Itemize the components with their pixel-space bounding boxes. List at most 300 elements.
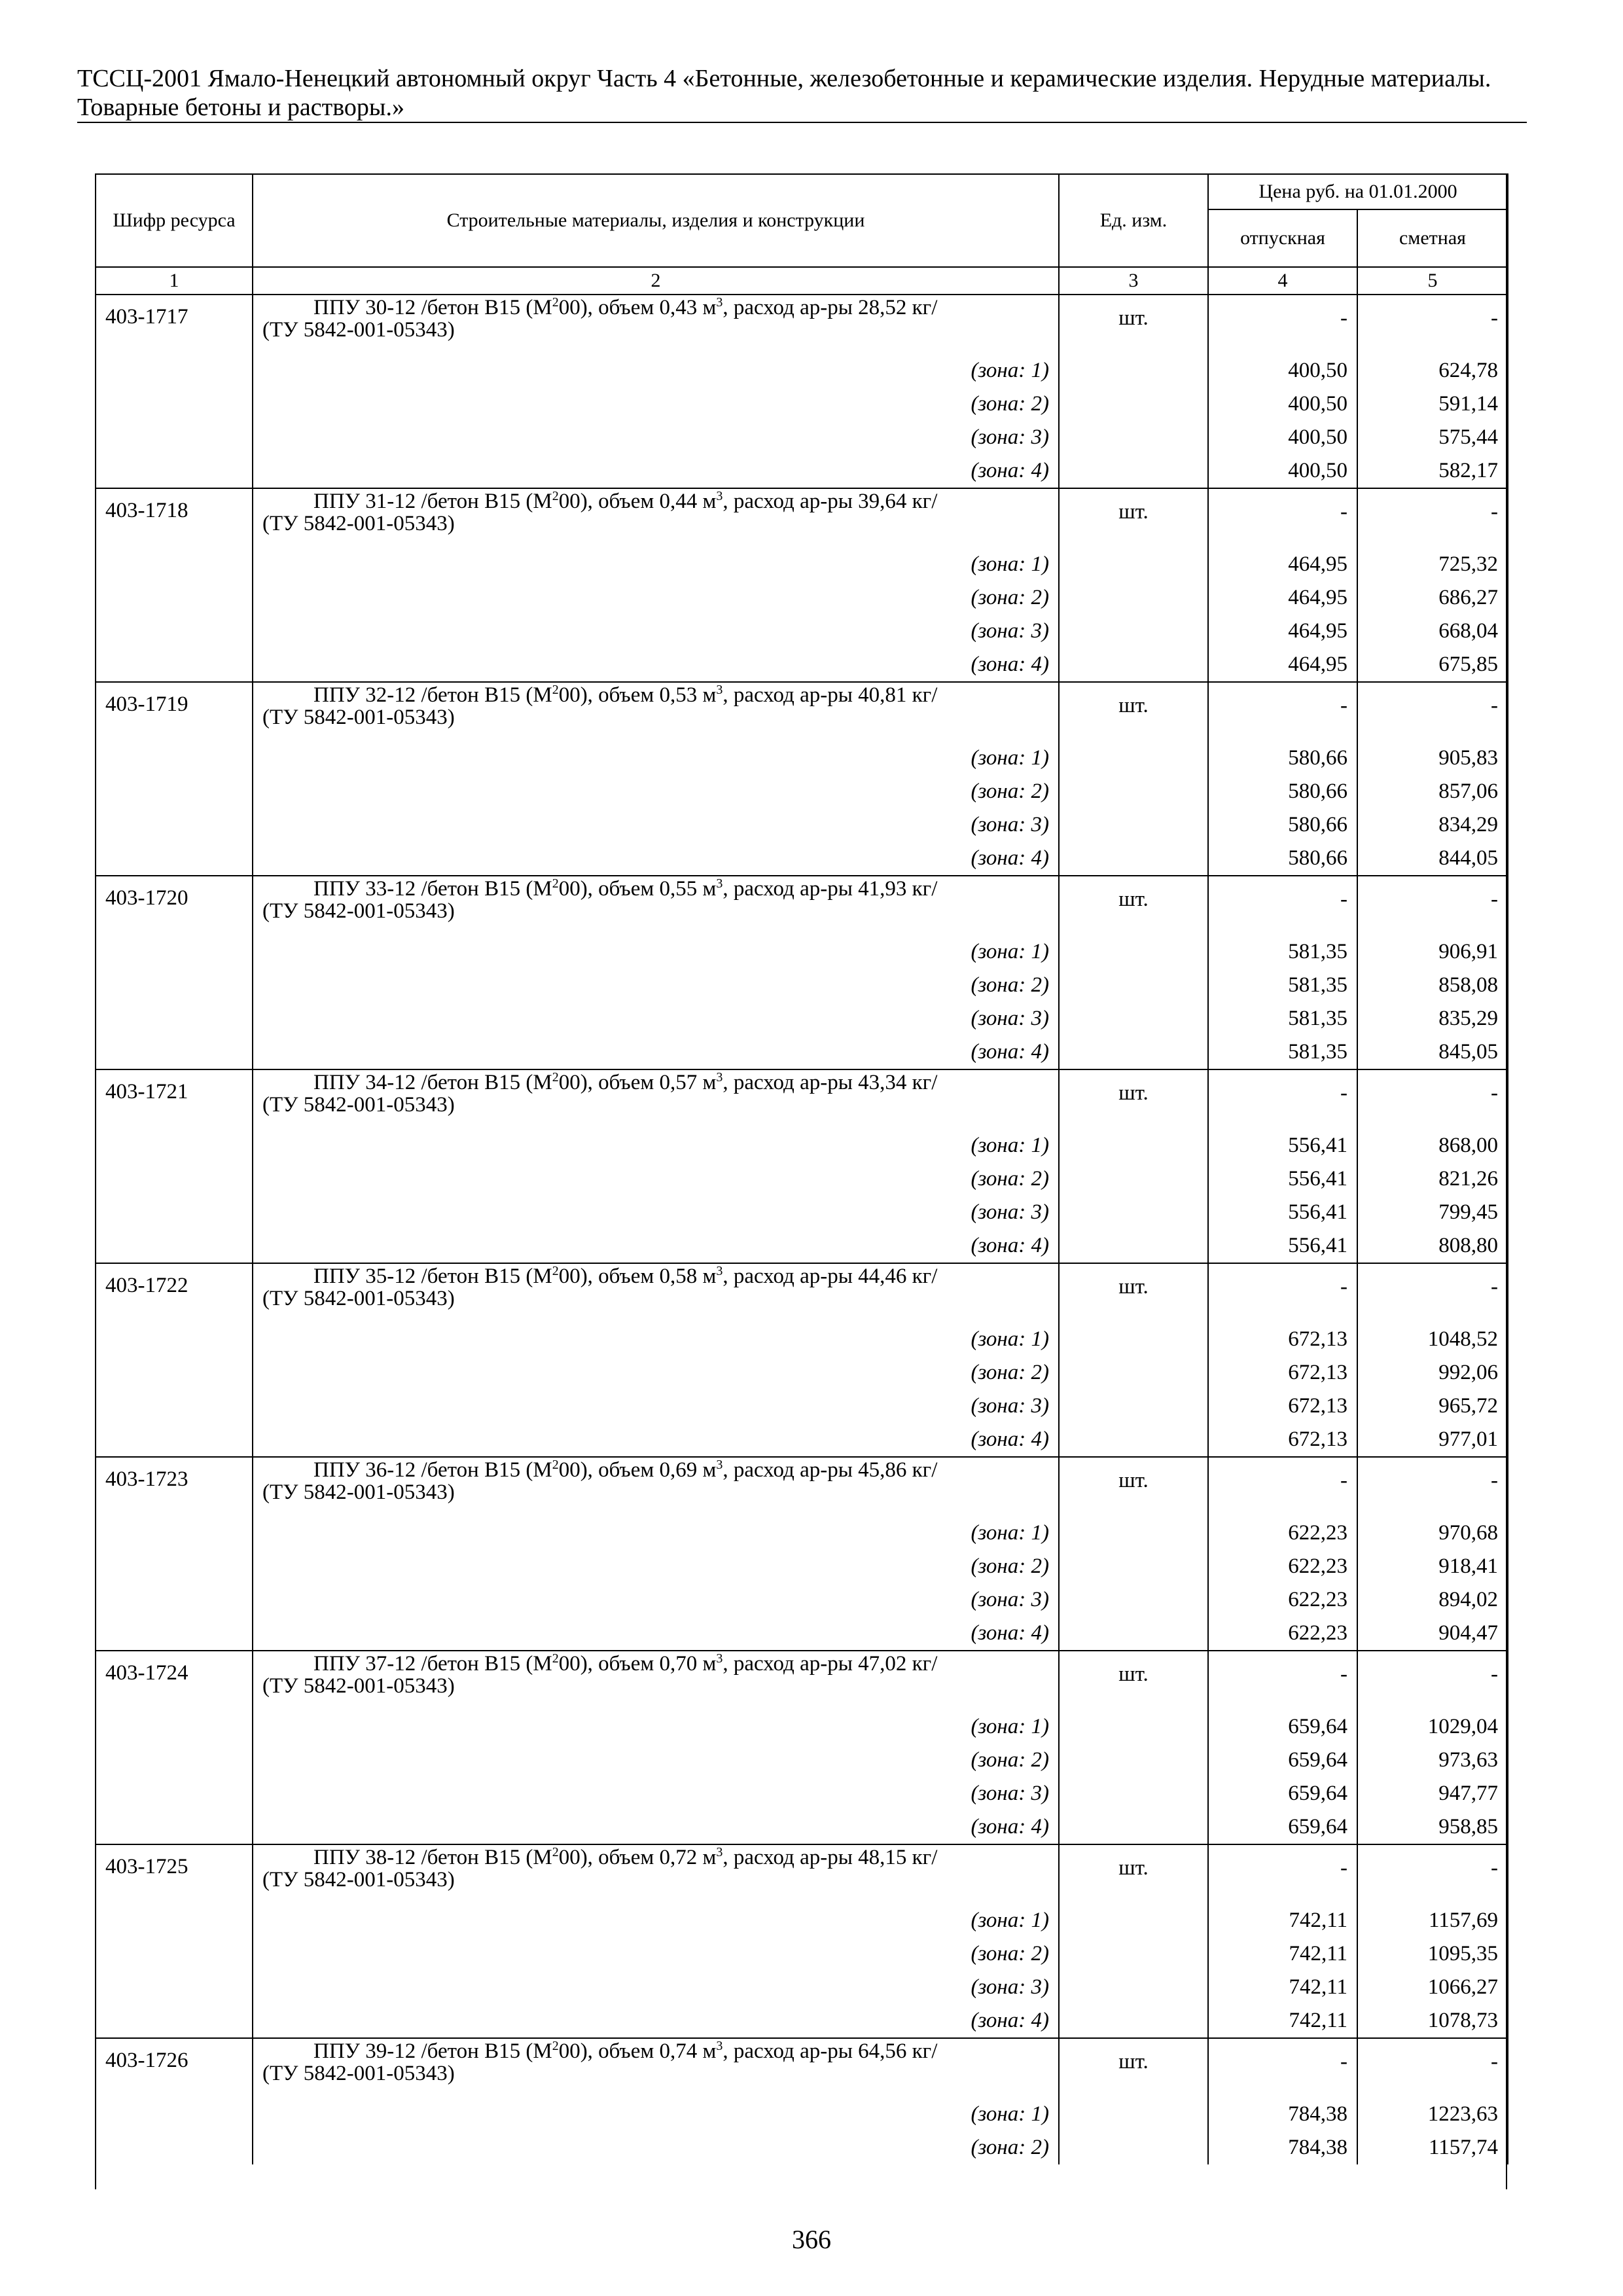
- resource-description: [253, 1844, 1059, 1904]
- zone-row: [96, 1971, 1508, 2004]
- release-price-cell: -: [1208, 1069, 1357, 1129]
- zone-row: [96, 775, 1508, 808]
- zone-estimate-price: 973,63: [1357, 1744, 1508, 1777]
- zone-estimate-price: 970,68: [1357, 1516, 1508, 1550]
- resource-code: 403-1724: [96, 1651, 253, 1710]
- empty-cell: [1059, 2004, 1208, 2038]
- unit-cell: шт.: [1059, 1069, 1208, 1129]
- empty-cell: [1059, 808, 1208, 842]
- zone-estimate-price: 834,29: [1357, 808, 1508, 842]
- zone-release-price: 672,13: [1208, 1323, 1357, 1356]
- zone-label: (зона: 1): [253, 1516, 1059, 1550]
- estimate-price-cell: -: [1357, 1651, 1508, 1710]
- zone-row: [96, 1356, 1508, 1390]
- zone-label: (зона: 3): [253, 808, 1059, 842]
- zone-release-price: 659,64: [1208, 1810, 1357, 1844]
- zone-row: [96, 648, 1508, 682]
- zone-row: [96, 1744, 1508, 1777]
- zone-release-price: 580,66: [1208, 775, 1357, 808]
- zone-estimate-price: 668,04: [1357, 615, 1508, 648]
- empty-cell: [96, 1390, 253, 1423]
- zone-estimate-price: 821,26: [1357, 1162, 1508, 1196]
- zone-release-price: 400,50: [1208, 421, 1357, 454]
- empty-cell: [1059, 454, 1208, 488]
- desc-superscript: 3: [716, 1651, 723, 1666]
- desc-part: ППУ 36-12 /бетон В15 (М: [313, 1458, 552, 1482]
- page-number: 366: [792, 2225, 831, 2254]
- zone-label: (зона: 1): [253, 1129, 1059, 1162]
- empty-cell: [1059, 1777, 1208, 1810]
- desc-superscript: 2: [552, 489, 559, 503]
- zone-estimate-price: 1095,35: [1357, 1937, 1508, 1971]
- table-row: [96, 1069, 1508, 1129]
- zone-estimate-price: 906,91: [1357, 935, 1508, 969]
- zone-release-price: 659,64: [1208, 1744, 1357, 1777]
- empty-cell: [96, 1583, 253, 1617]
- zone-release-price: 742,11: [1208, 2004, 1357, 2038]
- zone-label: (зона: 3): [253, 1971, 1059, 2004]
- zone-row: [96, 1583, 1508, 1617]
- empty-cell: [1059, 1196, 1208, 1229]
- release-price-cell: -: [1208, 488, 1357, 548]
- zone-release-price: 556,41: [1208, 1129, 1357, 1162]
- zone-label: (зона: 4): [253, 1229, 1059, 1263]
- desc-spec: (ТУ 5842-001-05343): [262, 899, 455, 923]
- table-row: [96, 488, 1508, 548]
- zone-release-price: 464,95: [1208, 548, 1357, 581]
- desc-part: , расход ар-ры 45,86 кг/: [722, 1458, 938, 1482]
- desc-superscript: 2: [552, 683, 559, 697]
- release-price-cell: -: [1208, 1844, 1357, 1904]
- header-rule: [77, 122, 1527, 123]
- zone-estimate-price: 894,02: [1357, 1583, 1508, 1617]
- empty-cell: [1059, 1002, 1208, 1035]
- empty-cell: [1059, 648, 1208, 682]
- zone-label: (зона: 1): [253, 548, 1059, 581]
- desc-superscript: 2: [552, 1458, 559, 1472]
- empty-cell: [1059, 1810, 1208, 1844]
- zone-estimate-price: 905,83: [1357, 742, 1508, 775]
- zone-release-price: 581,35: [1208, 1002, 1357, 1035]
- resource-code: 403-1718: [96, 488, 253, 548]
- zone-release-price: 622,23: [1208, 1516, 1357, 1550]
- desc-part: 00), объем 0,55 м: [558, 877, 717, 901]
- zone-row: [96, 1710, 1508, 1744]
- unit-cell: шт.: [1059, 295, 1208, 354]
- zone-release-price: 742,11: [1208, 1937, 1357, 1971]
- empty-cell: [96, 842, 253, 876]
- zone-release-price: 622,23: [1208, 1617, 1357, 1651]
- zone-label: (зона: 1): [253, 1323, 1059, 1356]
- empty-cell: [1059, 1323, 1208, 1356]
- unit-cell: шт.: [1059, 1844, 1208, 1904]
- empty-cell: [96, 1710, 253, 1744]
- unit-cell: шт.: [1059, 876, 1208, 935]
- header-line-1: ТССЦ-2001 Ямало-Ненецкий автономный округ Часть 4 «Бетонные, железобетонные и керамические изделия. Нерудные материалы.: [77, 65, 1491, 92]
- zone-row: [96, 548, 1508, 581]
- zone-release-price: 659,64: [1208, 1710, 1357, 1744]
- zone-estimate-price: 977,01: [1357, 1423, 1508, 1457]
- empty-cell: [96, 808, 253, 842]
- empty-cell: [96, 1550, 253, 1583]
- zone-label: (зона: 3): [253, 421, 1059, 454]
- zone-label: (зона: 2): [253, 387, 1059, 421]
- zone-label: (зона: 3): [253, 615, 1059, 648]
- desc-superscript: 2: [552, 295, 559, 310]
- empty-cell: [1059, 775, 1208, 808]
- zone-estimate-price: 868,00: [1357, 1129, 1508, 1162]
- desc-spec: (ТУ 5842-001-05343): [262, 1868, 455, 1892]
- empty-cell: [1059, 2098, 1208, 2131]
- desc-superscript: 3: [716, 1845, 723, 1859]
- empty-cell: [1059, 1550, 1208, 1583]
- zone-label: (зона: 3): [253, 1196, 1059, 1229]
- desc-spec: (ТУ 5842-001-05343): [262, 706, 455, 729]
- zone-row: [96, 354, 1508, 387]
- col-number-5: 5: [1357, 267, 1508, 295]
- resource-code: 403-1725: [96, 1844, 253, 1904]
- desc-part: , расход ар-ры 48,15 кг/: [722, 1846, 938, 1869]
- estimate-price-cell: -: [1357, 1844, 1508, 1904]
- zone-row: [96, 1035, 1508, 1069]
- zone-label: (зона: 4): [253, 2004, 1059, 2038]
- desc-part: 00), объем 0,70 м: [558, 1652, 717, 1676]
- desc-superscript: 3: [716, 295, 723, 310]
- zone-label: (зона: 4): [253, 842, 1059, 876]
- estimate-price-cell: -: [1357, 295, 1508, 354]
- desc-part: ППУ 39-12 /бетон В15 (М: [313, 2039, 552, 2063]
- empty-cell: [1059, 581, 1208, 615]
- zone-row: [96, 808, 1508, 842]
- resource-description: [253, 1651, 1059, 1710]
- unit-cell: шт.: [1059, 2038, 1208, 2098]
- zone-label: (зона: 2): [253, 1162, 1059, 1196]
- zone-row: [96, 2131, 1508, 2164]
- zone-release-price: 581,35: [1208, 935, 1357, 969]
- empty-cell: [96, 1516, 253, 1550]
- release-price-cell: -: [1208, 1651, 1357, 1710]
- zone-release-price: 464,95: [1208, 648, 1357, 682]
- zone-estimate-price: 591,14: [1357, 387, 1508, 421]
- release-price-cell: -: [1208, 1263, 1357, 1323]
- desc-superscript: 3: [716, 876, 723, 891]
- zone-row: [96, 2098, 1508, 2131]
- col-header-name: Строительные материалы, изделия и конструкции: [253, 174, 1059, 267]
- zone-release-price: 556,41: [1208, 1196, 1357, 1229]
- zone-estimate-price: 1157,69: [1357, 1904, 1508, 1937]
- zone-estimate-price: 675,85: [1357, 648, 1508, 682]
- zone-label: (зона: 2): [253, 1937, 1059, 1971]
- resource-description: [253, 682, 1059, 742]
- empty-cell: [1059, 2131, 1208, 2164]
- zone-row: [96, 1550, 1508, 1583]
- unit-cell: шт.: [1059, 1263, 1208, 1323]
- col-number-4: 4: [1208, 267, 1357, 295]
- empty-cell: [96, 648, 253, 682]
- zone-release-price: 622,23: [1208, 1550, 1357, 1583]
- empty-cell: [96, 615, 253, 648]
- zone-label: (зона: 4): [253, 1617, 1059, 1651]
- desc-part: , расход ар-ры 47,02 кг/: [722, 1652, 938, 1676]
- estimate-price-cell: -: [1357, 1263, 1508, 1323]
- table-row: [96, 1457, 1508, 1516]
- desc-part: 00), объем 0,72 м: [558, 1846, 717, 1869]
- empty-cell: [1059, 742, 1208, 775]
- table-row: [96, 682, 1508, 742]
- zone-estimate-price: 799,45: [1357, 1196, 1508, 1229]
- desc-part: , расход ар-ры 44,46 кг/: [722, 1265, 938, 1288]
- empty-cell: [96, 775, 253, 808]
- desc-part: ППУ 31-12 /бетон В15 (М: [313, 490, 552, 513]
- zone-estimate-price: 858,08: [1357, 969, 1508, 1002]
- empty-cell: [1059, 548, 1208, 581]
- empty-cell: [1059, 1229, 1208, 1263]
- zone-label: (зона: 3): [253, 1777, 1059, 1810]
- zone-estimate-price: 845,05: [1357, 1035, 1508, 1069]
- zone-row: [96, 969, 1508, 1002]
- zone-label: (зона: 1): [253, 2098, 1059, 2131]
- empty-cell: [96, 742, 253, 775]
- zone-release-price: 784,38: [1208, 2098, 1357, 2131]
- zone-row: [96, 1810, 1508, 1844]
- zone-estimate-price: 992,06: [1357, 1356, 1508, 1390]
- desc-part: ППУ 30-12 /бетон В15 (М: [313, 296, 552, 319]
- col-number-2: 2: [253, 267, 1059, 295]
- empty-cell: [96, 421, 253, 454]
- zone-estimate-price: 1223,63: [1357, 2098, 1508, 2131]
- release-price-cell: -: [1208, 682, 1357, 742]
- resource-code: 403-1717: [96, 295, 253, 354]
- zone-row: [96, 1162, 1508, 1196]
- desc-superscript: 3: [716, 1070, 723, 1085]
- zone-estimate-price: 835,29: [1357, 1002, 1508, 1035]
- unit-cell: шт.: [1059, 1651, 1208, 1710]
- empty-cell: [96, 1777, 253, 1810]
- zone-label: (зона: 4): [253, 1035, 1059, 1069]
- zone-estimate-price: 725,32: [1357, 548, 1508, 581]
- empty-cell: [1059, 1129, 1208, 1162]
- zone-release-price: 784,38: [1208, 2131, 1357, 2164]
- zone-estimate-price: 918,41: [1357, 1550, 1508, 1583]
- resource-description: [253, 1263, 1059, 1323]
- desc-part: , расход ар-ры 39,64 кг/: [722, 490, 938, 513]
- zone-release-price: 580,66: [1208, 808, 1357, 842]
- resource-price-table: [95, 173, 1508, 2164]
- resource-code: 403-1719: [96, 682, 253, 742]
- desc-part: , расход ар-ры 41,93 кг/: [722, 877, 938, 901]
- zone-release-price: 672,13: [1208, 1390, 1357, 1423]
- empty-cell: [96, 2131, 253, 2164]
- empty-cell: [1059, 1617, 1208, 1651]
- empty-cell: [1059, 1423, 1208, 1457]
- empty-cell: [1059, 1904, 1208, 1937]
- zone-row: [96, 935, 1508, 969]
- desc-part: ППУ 34-12 /бетон В15 (М: [313, 1071, 552, 1094]
- zone-row: [96, 742, 1508, 775]
- desc-part: ППУ 35-12 /бетон В15 (М: [313, 1265, 552, 1288]
- empty-cell: [96, 1035, 253, 1069]
- zone-row: [96, 1423, 1508, 1457]
- desc-part: ППУ 37-12 /бетон В15 (М: [313, 1652, 552, 1676]
- resource-code: 403-1723: [96, 1457, 253, 1516]
- release-price-cell: -: [1208, 295, 1357, 354]
- zone-estimate-price: 1078,73: [1357, 2004, 1508, 2038]
- desc-part: 00), объем 0,43 м: [558, 296, 717, 319]
- zone-row: [96, 1129, 1508, 1162]
- desc-part: ППУ 32-12 /бетон В15 (М: [313, 683, 552, 707]
- col-number-3: 3: [1059, 267, 1208, 295]
- zone-estimate-price: 1157,74: [1357, 2131, 1508, 2164]
- zone-row: [96, 387, 1508, 421]
- col-header-unit: Ед. изм.: [1059, 174, 1208, 267]
- desc-part: 00), объем 0,53 м: [558, 683, 717, 707]
- empty-cell: [1059, 615, 1208, 648]
- zone-row: [96, 1777, 1508, 1810]
- zone-estimate-price: 857,06: [1357, 775, 1508, 808]
- zone-release-price: 742,11: [1208, 1971, 1357, 2004]
- zone-row: [96, 1196, 1508, 1229]
- zone-label: (зона: 4): [253, 1423, 1059, 1457]
- resource-description: [253, 1457, 1059, 1516]
- resource-description: [253, 2038, 1059, 2098]
- zone-label: (зона: 3): [253, 1002, 1059, 1035]
- zone-release-price: 581,35: [1208, 969, 1357, 1002]
- desc-superscript: 3: [716, 2039, 723, 2053]
- empty-cell: [96, 1162, 253, 1196]
- empty-cell: [96, 1744, 253, 1777]
- zone-release-price: 556,41: [1208, 1229, 1357, 1263]
- empty-cell: [96, 1196, 253, 1229]
- empty-cell: [96, 1229, 253, 1263]
- table-row: [96, 876, 1508, 935]
- empty-cell: [96, 1356, 253, 1390]
- estimate-price-cell: -: [1357, 1457, 1508, 1516]
- empty-cell: [1059, 1971, 1208, 2004]
- zone-row: [96, 421, 1508, 454]
- empty-cell: [96, 935, 253, 969]
- desc-part: 00), объем 0,58 м: [558, 1265, 717, 1288]
- desc-superscript: 2: [552, 1845, 559, 1859]
- col-header-release: отпускная: [1208, 209, 1357, 267]
- desc-spec: (ТУ 5842-001-05343): [262, 1674, 455, 1698]
- zone-label: (зона: 1): [253, 354, 1059, 387]
- desc-spec: (ТУ 5842-001-05343): [262, 1287, 455, 1310]
- empty-cell: [1059, 935, 1208, 969]
- desc-superscript: 2: [552, 1070, 559, 1085]
- zone-label: (зона: 3): [253, 1390, 1059, 1423]
- zone-label: (зона: 2): [253, 775, 1059, 808]
- release-price-cell: -: [1208, 876, 1357, 935]
- desc-superscript: 2: [552, 1651, 559, 1666]
- zone-release-price: 622,23: [1208, 1583, 1357, 1617]
- empty-cell: [96, 2098, 253, 2131]
- desc-part: 00), объем 0,74 м: [558, 2039, 717, 2063]
- zone-release-price: 464,95: [1208, 581, 1357, 615]
- zone-row: [96, 1002, 1508, 1035]
- zone-label: (зона: 2): [253, 2131, 1059, 2164]
- desc-superscript: 2: [552, 1264, 559, 1278]
- zone-row: [96, 615, 1508, 648]
- empty-cell: [1059, 1162, 1208, 1196]
- zone-label: (зона: 2): [253, 1550, 1059, 1583]
- zone-label: (зона: 3): [253, 1583, 1059, 1617]
- empty-cell: [96, 454, 253, 488]
- zone-row: [96, 1229, 1508, 1263]
- resource-description: [253, 488, 1059, 548]
- empty-cell: [1059, 1356, 1208, 1390]
- desc-superscript: 2: [552, 876, 559, 891]
- zone-label: (зона: 2): [253, 581, 1059, 615]
- resource-code: 403-1726: [96, 2038, 253, 2098]
- resource-code: 403-1721: [96, 1069, 253, 1129]
- empty-cell: [1059, 1744, 1208, 1777]
- empty-cell: [96, 1617, 253, 1651]
- zone-release-price: 672,13: [1208, 1423, 1357, 1457]
- desc-part: , расход ар-ры 64,56 кг/: [722, 2039, 938, 2063]
- zone-label: (зона: 2): [253, 969, 1059, 1002]
- empty-cell: [1059, 1516, 1208, 1550]
- empty-cell: [96, 548, 253, 581]
- unit-cell: шт.: [1059, 488, 1208, 548]
- desc-superscript: 2: [552, 2039, 559, 2053]
- unit-cell: шт.: [1059, 682, 1208, 742]
- zone-estimate-price: 686,27: [1357, 581, 1508, 615]
- desc-part: ППУ 33-12 /бетон В15 (М: [313, 877, 552, 901]
- zone-row: [96, 2004, 1508, 2038]
- estimate-price-cell: -: [1357, 1069, 1508, 1129]
- zone-release-price: 400,50: [1208, 454, 1357, 488]
- zone-estimate-price: 904,47: [1357, 1617, 1508, 1651]
- resource-code: 403-1722: [96, 1263, 253, 1323]
- estimate-price-cell: -: [1357, 682, 1508, 742]
- desc-spec: (ТУ 5842-001-05343): [262, 2062, 455, 2085]
- zone-row: [96, 1937, 1508, 1971]
- zone-label: (зона: 4): [253, 454, 1059, 488]
- desc-spec: (ТУ 5842-001-05343): [262, 512, 455, 535]
- empty-cell: [96, 1423, 253, 1457]
- zone-release-price: 400,50: [1208, 387, 1357, 421]
- empty-cell: [96, 387, 253, 421]
- desc-superscript: 3: [716, 683, 723, 697]
- desc-part: , расход ар-ры 28,52 кг/: [722, 296, 938, 319]
- col-header-code: Шифр ресурса: [96, 174, 253, 267]
- zone-release-price: 464,95: [1208, 615, 1357, 648]
- zone-label: (зона: 1): [253, 1904, 1059, 1937]
- zone-estimate-price: 1066,27: [1357, 1971, 1508, 2004]
- zone-release-price: 672,13: [1208, 1356, 1357, 1390]
- empty-cell: [96, 1971, 253, 2004]
- col-header-estimate: сметная: [1357, 209, 1508, 267]
- empty-cell: [96, 1323, 253, 1356]
- zone-row: [96, 1516, 1508, 1550]
- zone-release-price: 581,35: [1208, 1035, 1357, 1069]
- resource-code: 403-1720: [96, 876, 253, 935]
- zone-label: (зона: 2): [253, 1356, 1059, 1390]
- table-row: [96, 1263, 1508, 1323]
- desc-superscript: 3: [716, 489, 723, 503]
- desc-part: 00), объем 0,44 м: [558, 490, 717, 513]
- zone-release-price: 742,11: [1208, 1904, 1357, 1937]
- empty-cell: [96, 1129, 253, 1162]
- desc-spec: (ТУ 5842-001-05343): [262, 1480, 455, 1504]
- zone-estimate-price: 958,85: [1357, 1810, 1508, 1844]
- zone-estimate-price: 582,17: [1357, 454, 1508, 488]
- zone-estimate-price: 947,77: [1357, 1777, 1508, 1810]
- zone-release-price: 556,41: [1208, 1162, 1357, 1196]
- zone-row: [96, 842, 1508, 876]
- estimate-price-cell: -: [1357, 876, 1508, 935]
- empty-cell: [1059, 421, 1208, 454]
